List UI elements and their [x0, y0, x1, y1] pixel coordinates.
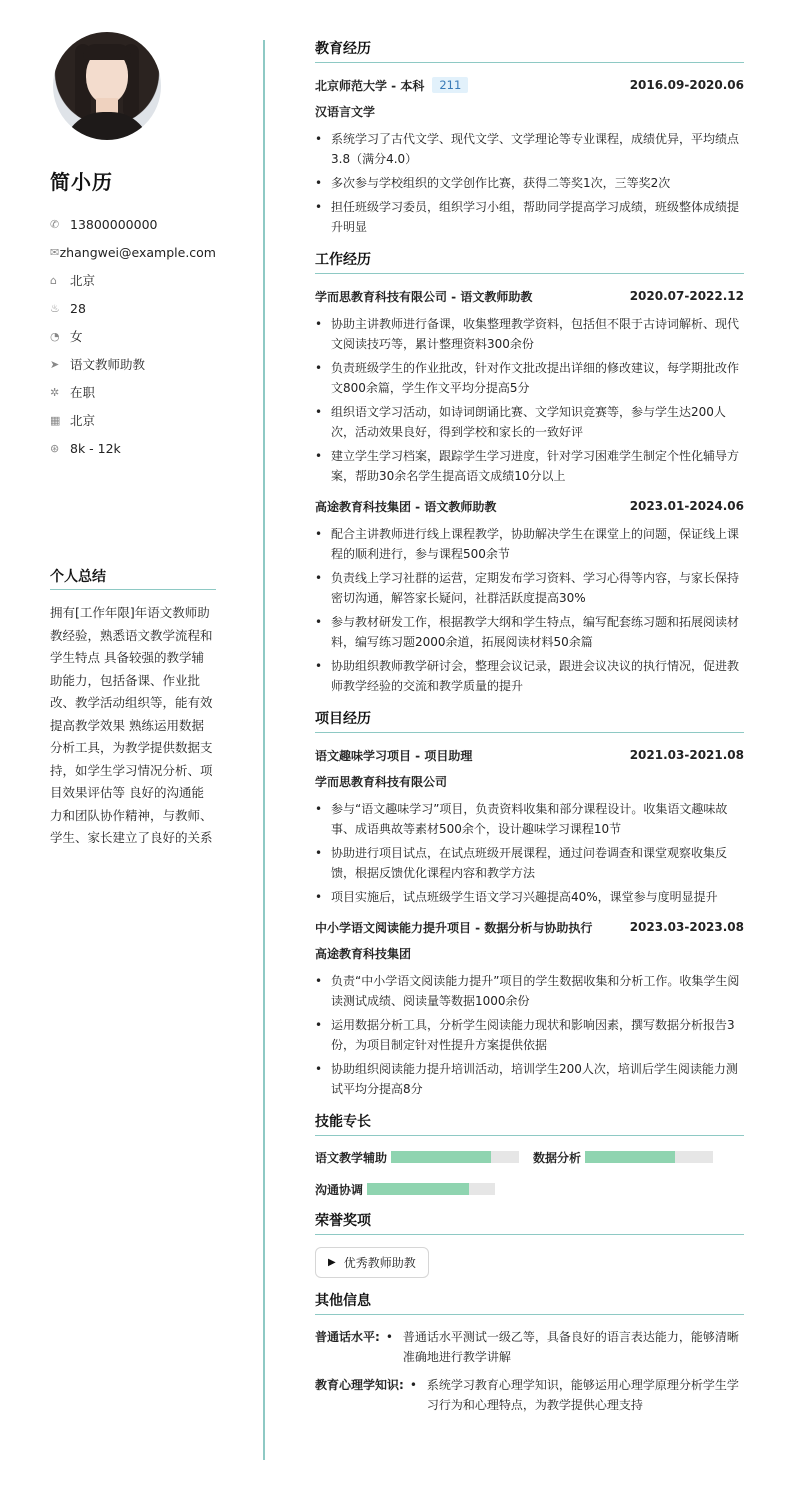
- skills-section: [315, 1111, 744, 1198]
- list-item: • 协助主讲教师进行备课，收集整理教学资料，包括但不限于古诗词解析、现代文阅读技巧等，累计整理资料300余份: [315, 314, 744, 354]
- education-entry: [315, 75, 744, 237]
- contact-text: 13800000000: [70, 216, 158, 232]
- skill-item: [533, 1148, 713, 1166]
- awards-title: 荣誉奖项: [315, 1210, 744, 1235]
- skills-title: 技能专长: [315, 1111, 744, 1136]
- send-icon: ➤: [50, 357, 60, 371]
- contact-item: [50, 406, 216, 434]
- project-bullets: [315, 799, 744, 907]
- work-entry: [315, 286, 744, 486]
- skill-fill: [585, 1151, 675, 1163]
- skill-name: 语文教学辅助: [315, 1150, 388, 1165]
- skill-bar: [367, 1183, 495, 1195]
- project-name: 中小学语文阅读能力提升项目 - 数据分析与协助执行: [315, 920, 593, 935]
- contact-item: [50, 378, 216, 406]
- list-item: • 负责“中小学语文阅读能力提升”项目的学生数据收集和分析工作。收集学生阅读测试成绩、阅读量等数据1000余份: [315, 971, 744, 1011]
- work-title: 工作经历: [315, 249, 744, 274]
- education-date: 2016.09-2020.06: [629, 78, 744, 92]
- school-tag: 211: [432, 77, 468, 93]
- contact-item: [50, 266, 216, 294]
- list-item: • 运用数据分析工具，分析学生阅读能力现状和影响因素，撰写数据分析报告3份，为项目制定针对性提升方案提供依据: [315, 1015, 744, 1055]
- avatar: [53, 32, 161, 140]
- other-item: [315, 1375, 744, 1415]
- education-section: [315, 38, 744, 237]
- profile-name: 简小历: [50, 170, 113, 194]
- column-divider: [263, 40, 265, 1460]
- list-item: • 负责线上学习社群的运营，定期发布学习资料、学习心得等内容，与家长保持密切沟通，解答家长疑问，社群活跃度提高30%: [315, 568, 744, 608]
- gender-icon: ◔: [50, 329, 60, 343]
- list-item: • 协助组织教师教学研讨会，整理会议记录，跟进会议决议的执行情况，促进教师教学经验的交流和教学质量的提升: [315, 656, 744, 696]
- skill-item: [315, 1148, 519, 1166]
- contact-item: [50, 210, 216, 238]
- skill-fill: [367, 1183, 469, 1195]
- list-item: • 配合主讲教师进行线上课程教学，协助解决学生在课堂上的问题，保证线上课程的顺利进行，参与课程500余节: [315, 524, 744, 564]
- list-item: • 协助进行项目试点，在试点班级开展课程，通过问卷调查和课堂观察收集反馈，根据反馈优化课程内容和教学方法: [315, 843, 744, 883]
- skill-name: 数据分析: [533, 1150, 582, 1165]
- job-company: 高途教育科技集团 - 语文教师助教: [315, 499, 497, 514]
- other-text: 普通话水平测试一级乙等，具备良好的语言表达能力，能够清晰准确地进行教学讲解: [402, 1330, 739, 1364]
- project-entry: [315, 917, 744, 1099]
- skills-list: [315, 1148, 744, 1198]
- job-date: 2020.07-2022.12: [629, 289, 744, 303]
- project-date: 2023.03-2023.08: [629, 920, 744, 934]
- job-date: 2023.01-2024.06: [629, 499, 744, 513]
- education-title: 教育经历: [315, 38, 744, 63]
- projects-title: 项目经历: [315, 708, 744, 733]
- contact-text: 8k - 12k: [70, 440, 121, 456]
- list-item: • 系统学习了古代文学、现代文学、文学理论等专业课程，成绩优异，平均绩点3.8（满分4.0）: [315, 129, 744, 169]
- awards-section: [315, 1210, 744, 1278]
- contact-item: [50, 434, 216, 462]
- other-title: 其他信息: [315, 1290, 744, 1315]
- education-major: 汉语言文学: [315, 105, 376, 119]
- project-name: 语文趣味学习项目 - 项目助理: [315, 748, 473, 763]
- job-bullets: [315, 314, 744, 486]
- status-icon: ✲: [50, 385, 60, 399]
- contact-text: 北京: [70, 413, 96, 428]
- list-item: • 参与“语文趣味学习”项目，负责资料收集和部分课程设计。收集语文趣味故事、成语典故等素材500余个，设计趣味学习课程10节: [315, 799, 744, 839]
- bullet-icon: •: [385, 1330, 393, 1344]
- award-label: 优秀教师助教: [343, 1256, 416, 1270]
- list-item: • 协助组织阅读能力提升培训活动，培训学生200人次，培训后学生阅读能力测试平均分提高8分: [315, 1059, 744, 1099]
- other-item: [315, 1327, 744, 1367]
- summary-section: [50, 566, 216, 850]
- mail-icon: ✉: [50, 245, 60, 259]
- contact-text: 语文教师助教: [70, 357, 146, 372]
- summary-text: 拥有[工作年限]年语文教师助教经验，熟悉语文教学流程和学生特点 具备较强的教学辅助能力，包括备课、作业批改、教学活动组织等，能有效提高教学效果 熟练运用数据分析工具，为教学提供数据支持，如学生学习情况分析、项目效果评估等 良好的沟通能力和团队协作精神，与教师、学生、家长建立了良好的关系: [50, 605, 213, 845]
- school-name: 北京师范大学 - 本科: [315, 78, 425, 93]
- phone-icon: ✆: [50, 217, 60, 231]
- building-icon: ▦: [50, 413, 61, 427]
- list-item: • 参与教材研发工作，根据教学大纲和学生特点，编写配套练习题和拓展阅读材料，编写练习题2000余道，拓展阅读材料50余篇: [315, 612, 744, 652]
- project-org: 学而思教育科技有限公司: [315, 775, 448, 789]
- project-org: 高途教育科技集团: [315, 947, 412, 961]
- list-item: • 组织语文学习活动，如诗词朗诵比赛、文学知识竞赛等，参与学生达200人次，活动效果良好，得到学校和家长的一致好评: [315, 402, 744, 442]
- main-column: [315, 38, 744, 1427]
- job-company: 学而思教育科技有限公司 - 语文教师助教: [315, 289, 533, 304]
- cake-icon: ♨: [50, 301, 60, 315]
- salary-icon: ⊛: [50, 441, 60, 455]
- contact-item: [50, 322, 216, 350]
- other-label: 普通话水平:: [315, 1330, 380, 1344]
- other-section: [315, 1290, 744, 1415]
- contact-text: 28: [70, 300, 86, 316]
- other-text: 系统学习教育心理学知识，能够运用心理学原理分析学生学习行为和心理特点，为教学提供心理支持: [426, 1378, 739, 1412]
- project-bullets: [315, 971, 744, 1099]
- skill-name: 沟通协调: [315, 1182, 364, 1197]
- list-item: • 建立学生学习档案，跟踪学生学习进度，针对学习困难学生制定个性化辅导方案，帮助30余名学生提高语文成绩10分以上: [315, 446, 744, 486]
- profile-column: [50, 32, 216, 462]
- list-item: • 负责班级学生的作业批改，针对作文批改提出详细的修改建议，每学期批改作文800余篇，学生作文平均分提高5分: [315, 358, 744, 398]
- contact-item: [50, 294, 216, 322]
- list-item: • 担任班级学习委员，组织学习小组，帮助同学提高学习成绩，班级整体成绩提升明显: [315, 197, 744, 237]
- contact-text: 北京: [70, 273, 96, 288]
- skill-item: [315, 1180, 495, 1198]
- home-icon: ⌂: [50, 273, 57, 287]
- work-entry: [315, 496, 744, 696]
- play-icon: ▶: [328, 1257, 336, 1268]
- contact-text: 女: [70, 329, 83, 344]
- work-section: [315, 249, 744, 696]
- project-date: 2021.03-2021.08: [629, 748, 744, 762]
- bullet-icon: •: [409, 1378, 417, 1392]
- skill-bar: [585, 1151, 713, 1163]
- other-label: 教育心理学知识:: [315, 1378, 404, 1392]
- projects-section: [315, 708, 744, 1099]
- education-bullets: [315, 129, 744, 237]
- skill-bar: [391, 1151, 519, 1163]
- contact-text: zhangwei@example.com: [59, 244, 216, 260]
- contact-item: [50, 238, 216, 266]
- contact-info-list: [50, 210, 216, 462]
- contact-text: 在职: [70, 385, 96, 400]
- contact-item: [50, 350, 216, 378]
- skill-fill: [391, 1151, 491, 1163]
- summary-title: 个人总结: [50, 566, 216, 590]
- award-item-button[interactable]: [315, 1247, 429, 1278]
- job-bullets: [315, 524, 744, 696]
- list-item: • 项目实施后，试点班级学生语文学习兴趣提高40%，课堂参与度明显提升: [315, 887, 744, 907]
- project-entry: [315, 745, 744, 907]
- list-item: • 多次参与学校组织的文学创作比赛，获得二等奖1次，三等奖2次: [315, 173, 744, 193]
